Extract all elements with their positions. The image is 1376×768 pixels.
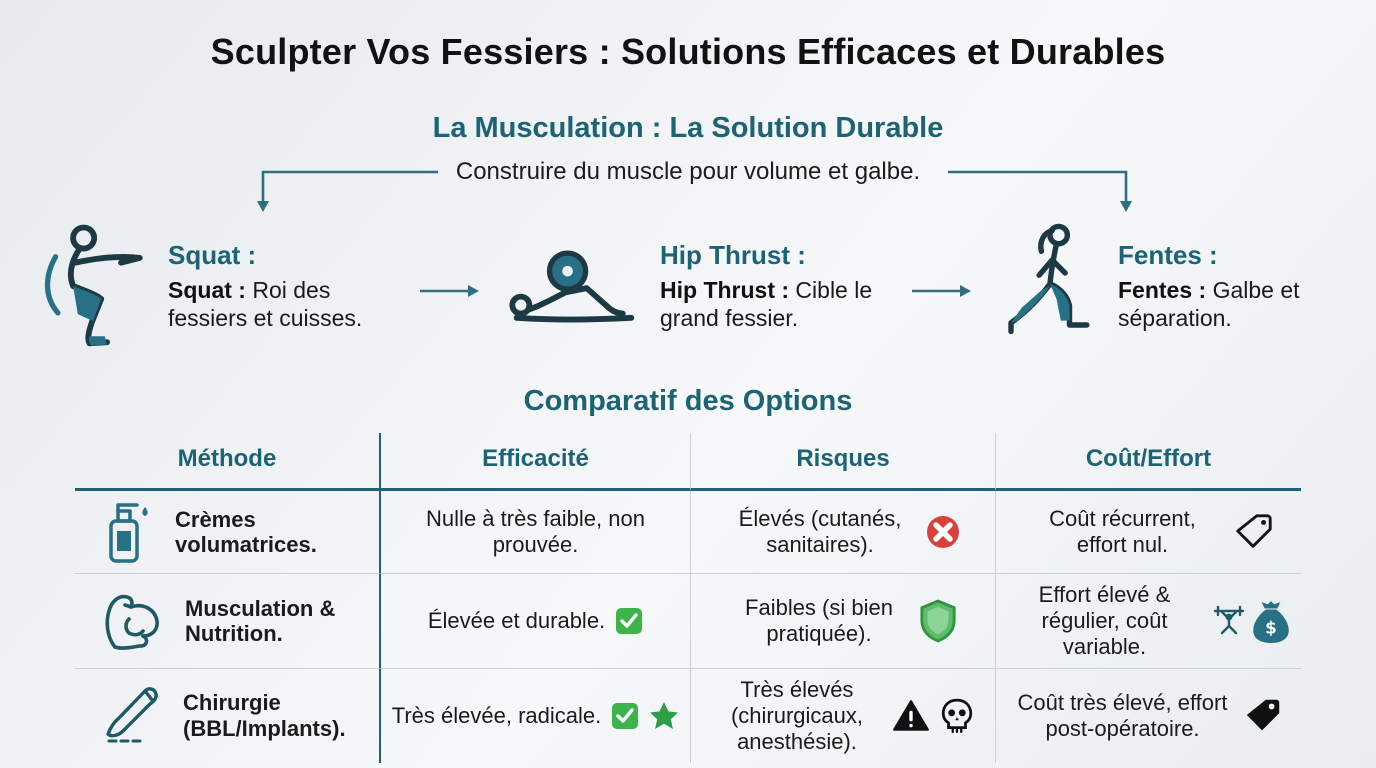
- table-row-cremes-method: [75, 491, 381, 574]
- table-row-chirurgie-method: [75, 669, 381, 763]
- column-header-efficacite: Efficacité: [381, 433, 691, 491]
- flexed-bicep-icon: [101, 591, 163, 651]
- exercise-row: [0, 220, 1376, 352]
- green-star-icon: [649, 701, 679, 731]
- hip-thrust-figure-icon: [506, 243, 644, 329]
- right-arrow-icon: [418, 282, 480, 305]
- table-row-musculation-risques: Faibles (si bien pratiquée).: [691, 574, 996, 669]
- price-tag-filled-icon: [1242, 695, 1284, 737]
- scalpel-icon: [101, 685, 161, 747]
- musculation-caption: Construire du muscle pour volume et galbe.: [455, 158, 921, 185]
- hip-thrust-desc: Hip Thrust : Cible le grand fessier.: [660, 276, 873, 331]
- bracket-diagram: [0, 156, 1376, 218]
- table-row-cremes-risques: Élevés (cutanés, sanitaires).: [691, 491, 996, 574]
- hip-thrust-title: Hip Thrust :: [660, 239, 806, 270]
- red-cross-circle-icon: [925, 514, 961, 550]
- table-row-musculation-method: [75, 574, 381, 669]
- exercise-fentes: [998, 223, 1342, 349]
- right-arrow-icon: [910, 282, 972, 305]
- table-row-chirurgie-cout: Coût très élevé, effort post-opératoire.: [996, 669, 1301, 763]
- green-check-icon: [615, 607, 643, 635]
- fentes-desc: Fentes : Galbe et séparation.: [1118, 276, 1300, 331]
- column-header-methode: Méthode: [75, 433, 381, 491]
- svg-text:$: $: [1265, 617, 1277, 638]
- fentes-title: Fentes :: [1118, 239, 1218, 270]
- musculation-section-heading: La Musculation : La Solution Durable: [432, 112, 944, 144]
- exercise-hip-thrust: [506, 240, 884, 332]
- warning-triangle-icon: [892, 699, 930, 733]
- table-row-musculation-efficacite: Élevée et durable.: [381, 574, 691, 669]
- table-row-cremes-efficacite: Nulle à très faible, non prouvée.: [381, 491, 691, 574]
- lotion-bottle-icon: [101, 499, 153, 565]
- table-row-cremes-cout: Coût récurrent, effort nul.: [996, 491, 1301, 574]
- column-header-cout-effort: Coût/Effort: [996, 433, 1301, 491]
- money-bag-icon: [1251, 598, 1291, 644]
- skull-icon: [940, 698, 974, 734]
- lunge-figure-icon: [998, 223, 1102, 349]
- green-check-icon: [611, 702, 639, 730]
- method-label: Chirurgie (BBL/Implants).: [183, 690, 346, 741]
- squat-figure-icon: [34, 224, 152, 348]
- price-tag-outline-icon: [1233, 511, 1275, 553]
- method-label: Musculation & Nutrition.: [185, 595, 336, 646]
- table-row-chirurgie-efficacite: Très élevée, radicale.: [381, 669, 691, 763]
- method-label: Crèmes volumatrices.: [175, 506, 317, 557]
- comparison-section-heading: Comparatif des Options: [523, 385, 853, 417]
- squat-desc: Squat : Roi des fessiers et cuisses.: [168, 276, 363, 331]
- comparison-table: [75, 433, 1301, 763]
- page-title: Sculpter Vos Fessiers : Solutions Efficaces et Durables: [210, 31, 1166, 72]
- table-row-chirurgie-risques: Très élevés (chirurgicaux, anesthésie).: [691, 669, 996, 763]
- weightlifter-icon: [1213, 604, 1245, 638]
- squat-title: Squat :: [168, 239, 257, 270]
- exercise-squat: [34, 224, 392, 348]
- green-shield-icon: [919, 599, 957, 643]
- table-row-musculation-cout: Effort élevé & régulier, coût variable. $: [996, 574, 1301, 669]
- column-header-risques: Risques: [691, 433, 996, 491]
